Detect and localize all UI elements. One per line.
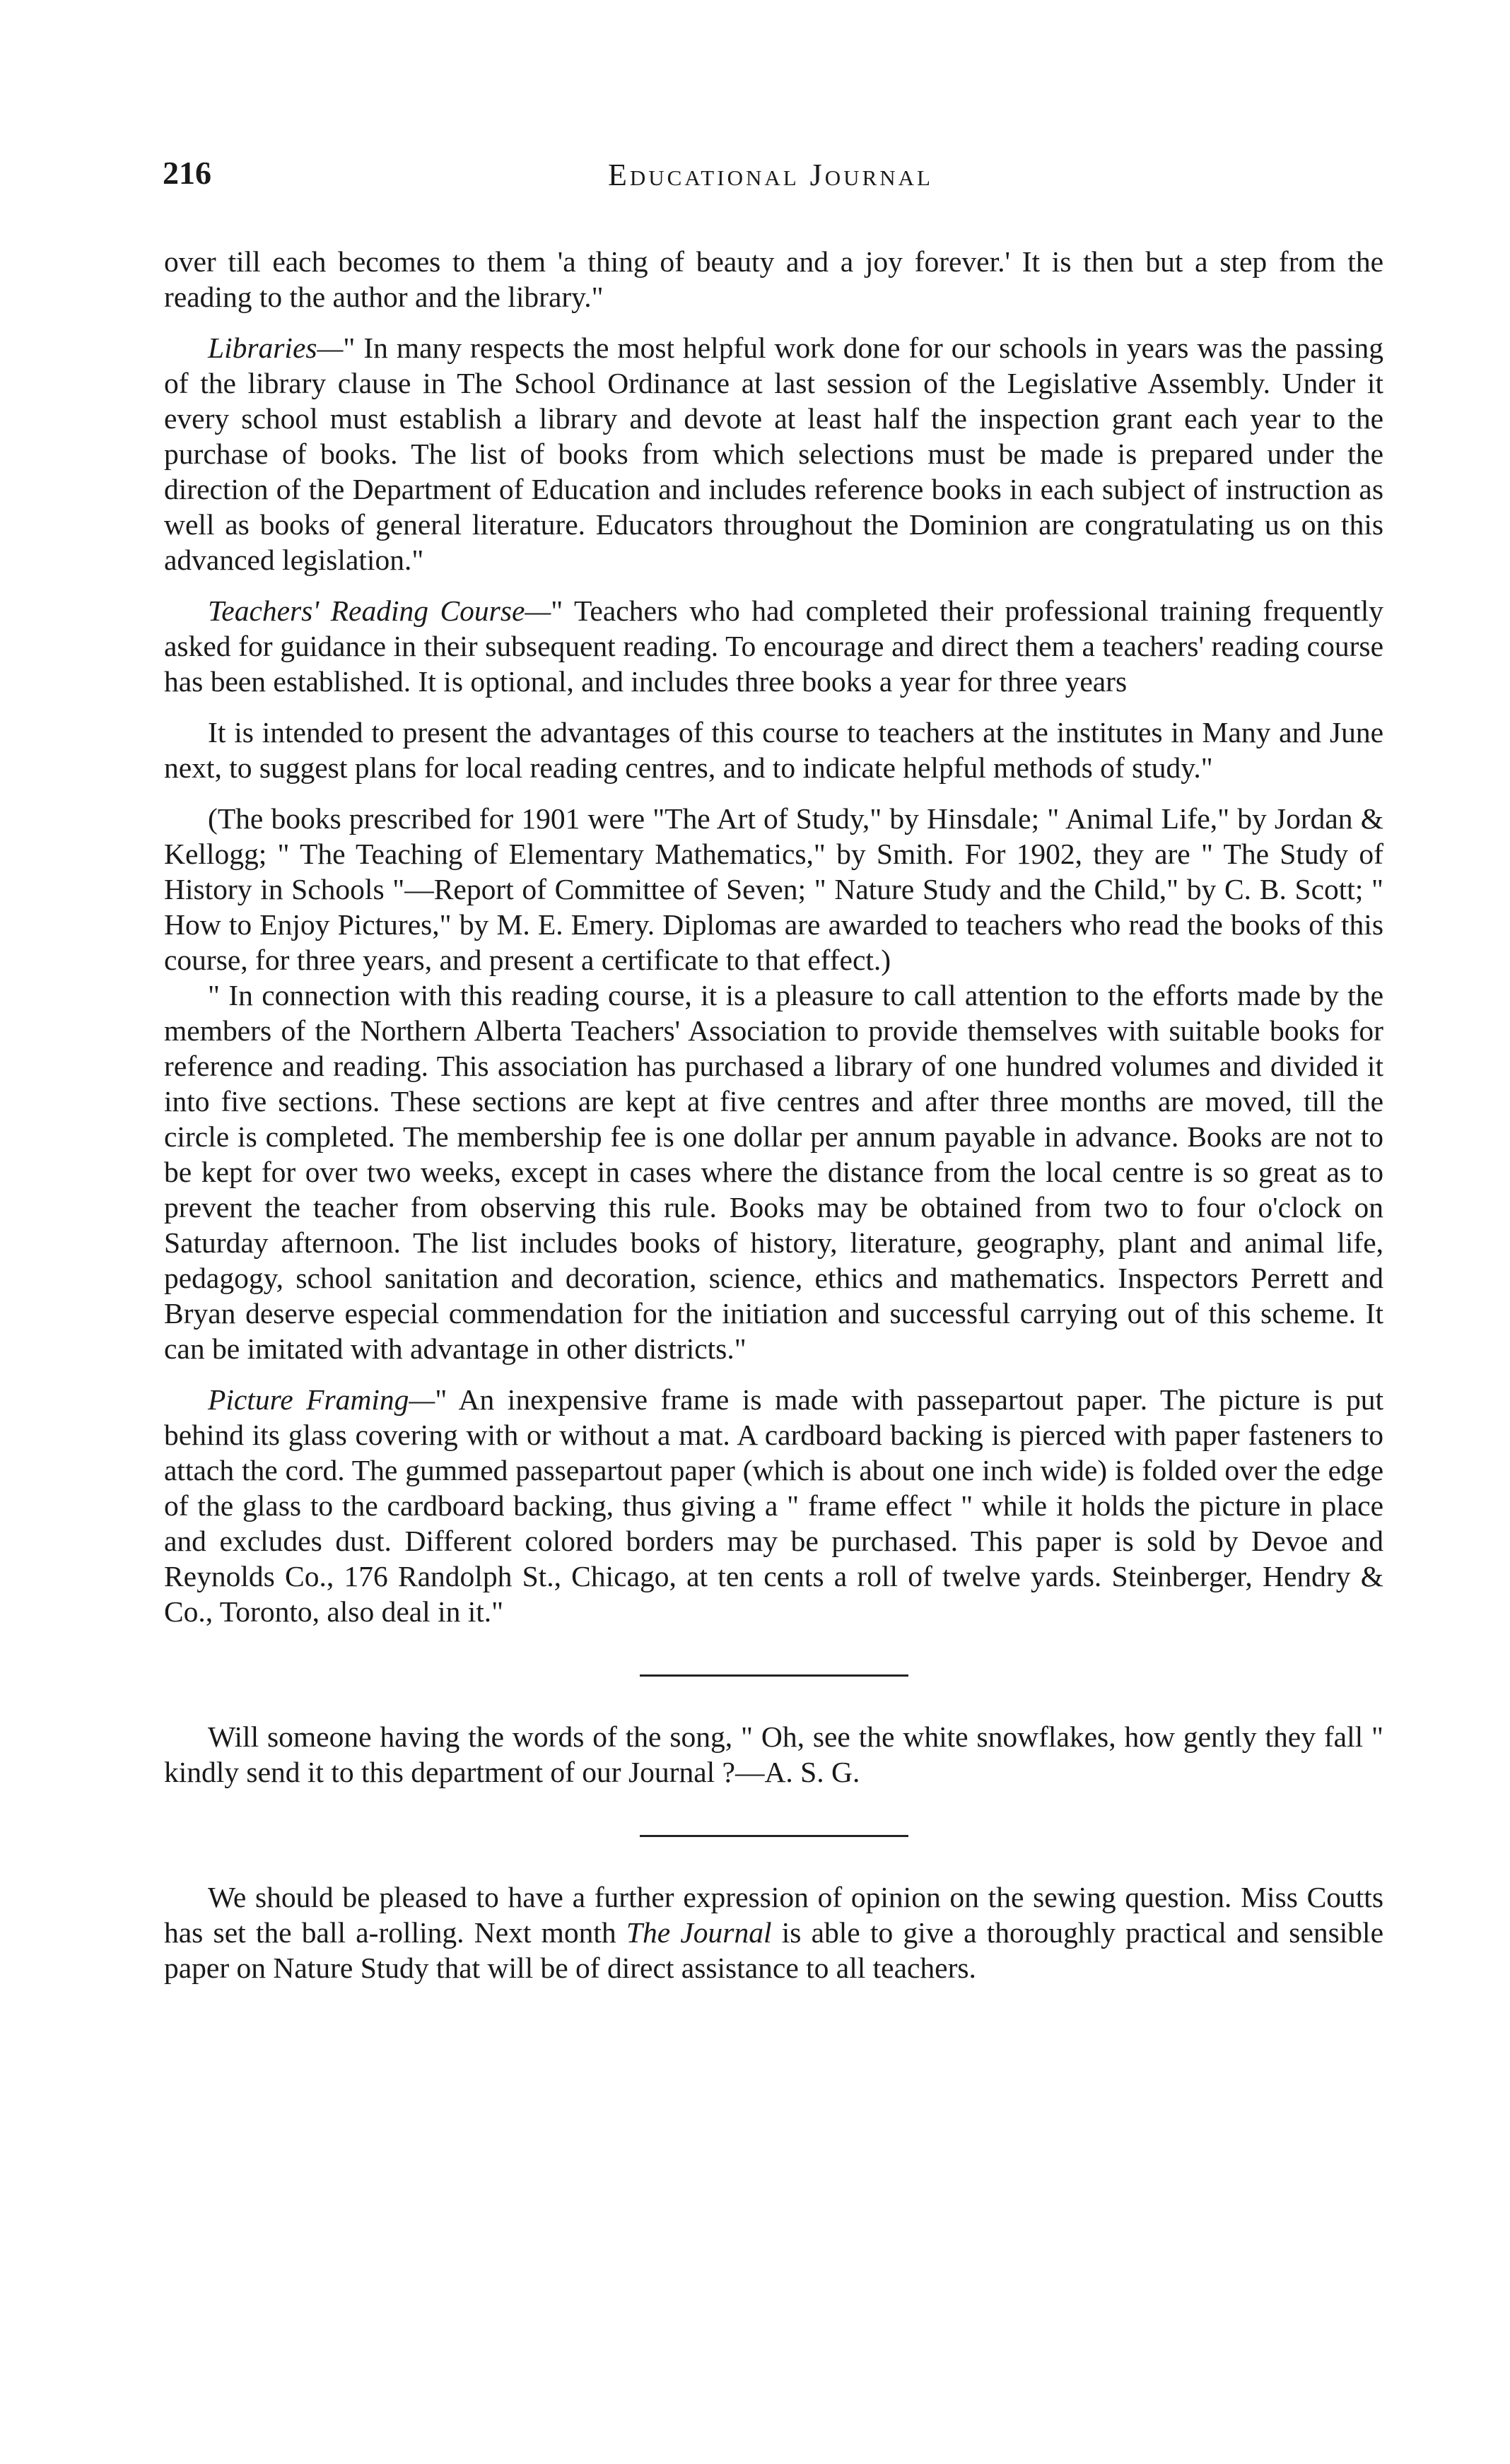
paragraph-institutes: It is intended to present the advantages of this course to teachers at the institutes in Many and June next, to suggest plans for local reading centres, and to indicate helpful methods of study." [164,716,1383,784]
paragraph-song-request-text: Will someone having the words of the song, " Oh, see the white snowflakes, how gently they fall " kindly send it to this department of our Journal ? [164,1720,1383,1788]
paragraph-picture-framing-text: " An inexpensive frame is made with passepartout paper. The picture is put behind its glass covering with or without a mat. A cardboard backing is pierced with paper fasteners to attach the cord. The gummed passepartout paper (which is about one inch wide) is folded over the edge of the glass to the cardboard backing, thus giving a " frame effect " while it holds the picture in place and excludes dust. Different colored borders may be purchased. This paper is sold by Devoe and Reynolds Co., 176 Randolph St., Chicago, at ten cents a roll of twelve yards. Steinberger, Hendry & Co., Toronto, also deal in it." [164,1383,1383,1628]
section-lead-libraries: Libraries— [208,332,344,364]
page-header [163,154,1379,204]
running-title: Educational Journal [608,158,933,192]
signature: —A. S. G. [734,1756,860,1788]
paragraph-reading-course [164,593,1383,699]
page-number: 216 [163,155,211,191]
section-divider [640,1835,908,1837]
section-lead-reading-course: Teachers' Reading Course— [208,594,551,627]
paragraph-song-request [164,1719,1383,1790]
paragraph-sewing-text-b: is able to give a thoroughly practical and sensible paper on Nature Study that will be of direct assistance to all teachers. [164,1916,1383,1984]
paragraph-libraries [164,330,1383,577]
paragraph-sewing-text-a: We should be pleased to have a further expression of opinion on the sewing question. Miss Coutts has set the ball a-rolling. Next month [164,1881,1383,1949]
paragraph-picture-framing [164,1382,1383,1629]
section-divider [640,1674,908,1677]
article-body [164,244,1383,1985]
paragraph-alberta-association: " In connection with this reading course, it is a pleasure to call attention to the efforts made by the members of the Northern Alberta Teachers' Association to provide themselves with suitable books for reference and reading. This association has purchased a library of one hundred volumes and divided it into five sections. These sections are kept at five centres and after three months are moved, till the circle is completed. The membership fee is one dollar per annum payable in advance. Books are not to be kept for over two weeks, except in cases where the distance from the local centre is so great as to prevent the teacher from observing this rule. Books may be obtained from two to four o'clock on Saturday afternoon. The list includes books of history, literature, geography, plant and animal life, pedagogy, school sanitation and decoration, science, ethics and mathematics. Inspectors Perrett and Bryan deserve especial commendation for the initiation and successful carrying out of this scheme. It can be imitated with advantage in other districts." [164,979,1383,1365]
section-lead-picture-framing: Picture Framing— [208,1383,435,1416]
journal-name-italic: The Journal [626,1916,772,1949]
paragraph-reading-course-text: " Teachers who had completed their professional training frequently asked for guidance in their subsequent reading. To encourage and direct them a teachers' reading course has been established. It is optional, and includes three books a year for three years [164,594,1383,698]
paragraph-libraries-text: " In many respects the most helpful work done for our schools in years was the passing of the library clause in The School Ordinance at last session of the Legislative Assembly. Under it every school must establish a library and devote at least half the inspection grant each year to the purchase of books. The list of books from which selections must be made is prepared under the direction of the Department of Education and includes reference books in each subject of instruction as well as books of general literature. Educators throughout the Dominion are congratulating us on this advanced legislation." [164,332,1383,576]
paragraph-continuation: over till each becomes to them 'a thing of beauty and a joy forever.' It is then but a step from the reading to the author and the library." [164,245,1383,313]
paragraph-sewing-question [164,1879,1383,1985]
paragraph-books-prescribed: (The books prescribed for 1901 were "The Art of Study," by Hinsdale; " Animal Life," by Jordan & Kellogg; " The Teaching of Elementary Mathematics," by Smith. For 1902, they are " The Study of History in Schools "—Report of Committee of Seven; " Nature Study and the Child," by C. B. Scott; " How to Enjoy Pictures," by M. E. Emery. Diplomas are awarded to teachers who read the books of this course, for three years, and present a certificate to that effect.) [164,802,1383,976]
